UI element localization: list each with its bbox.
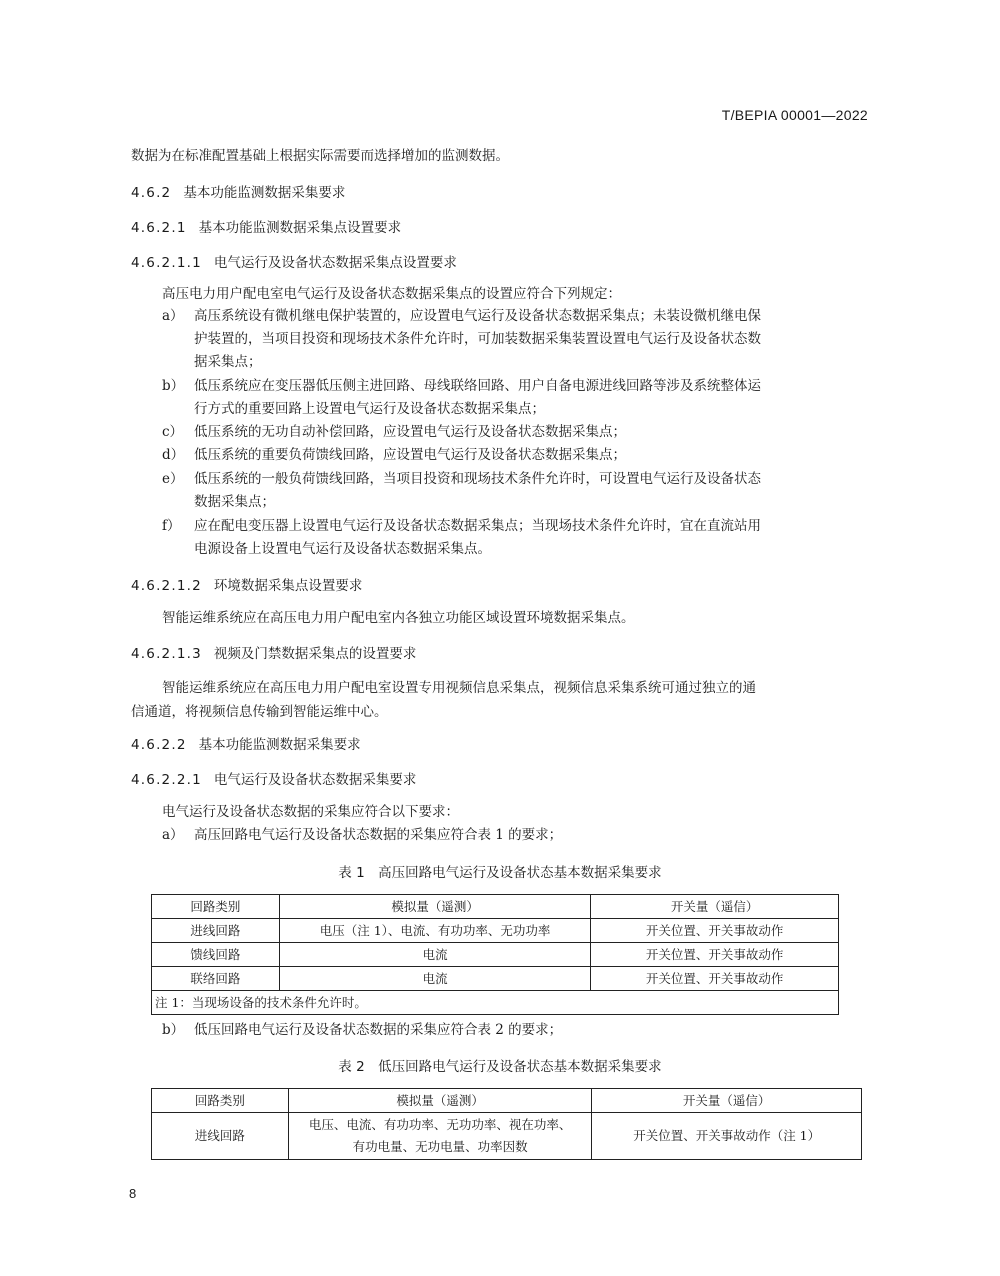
list-label: e） — [162, 471, 184, 487]
heading-4-6-2-1-2 — [131, 575, 362, 597]
list-label: c） — [162, 424, 184, 440]
heading-4-6-2-2-1 — [131, 769, 416, 791]
table-cell: 进线回路 — [152, 1113, 289, 1160]
section-number: 4.6.2.1 — [131, 220, 187, 236]
table-row — [152, 943, 839, 967]
section-number: 4.6.2 — [131, 185, 172, 201]
paragraph-4-6-2-2-1: 电气运行及设备状态数据的采集应符合以下要求： — [162, 804, 459, 820]
table-row — [152, 919, 839, 943]
paragraph-4-6-2-1-1: 高压电力用户配电室电气运行及设备状态数据采集点的设置应符合下列规定： — [162, 286, 621, 302]
table-header-cell: 模拟量（遥测） — [279, 895, 591, 919]
list-text-line: 应在配电变压器上设置电气运行及设备状态数据采集点；当现场技术条件允许时，宜在直流站用 — [194, 518, 761, 534]
list-label: f） — [162, 518, 181, 534]
table-cell: 开关位置、开关事故动作（注 1） — [592, 1113, 862, 1160]
table-cell-line: 电压、电流、有功功率、无功功率、视在功率、 — [308, 1117, 572, 1132]
table-note: 注 1：当现场设备的技术条件允许时。 — [152, 991, 839, 1015]
section-number: 4.6.2.1.1 — [131, 255, 202, 271]
list-text-line: 低压系统应在变压器低压侧主进回路、母线联络回路、用户自备电源进线回路等涉及系统整体运 — [194, 378, 761, 394]
table-cell: 开关位置、开关事故动作 — [591, 919, 839, 943]
list-label: a） — [162, 827, 184, 843]
section-title: 基本功能监测数据采集要求 — [198, 737, 361, 753]
list-text-line: 护装置的，当项目投资和现场技术条件允许时，可加装数据采集装置设置电气运行及设备状态数 — [194, 331, 761, 347]
list-text-line: 高压回路电气运行及设备状态数据的采集应符合表 1 的要求； — [194, 827, 563, 843]
table-cell-line: 有功电量、无功电量、功率因数 — [352, 1139, 528, 1154]
section-number: 4.6.2.1.3 — [131, 646, 202, 662]
heading-4-6-2-1-1 — [131, 252, 457, 274]
table-cell — [288, 1113, 592, 1160]
list-label: b） — [162, 1022, 185, 1038]
list-label: b） — [162, 378, 185, 394]
paragraph-4-6-2-1-3-line2: 信通道，将视频信息传输到智能运维中心。 — [131, 704, 388, 720]
table-header-row — [152, 1089, 862, 1113]
table-row — [152, 1113, 862, 1160]
intro-paragraph: 数据为在标准配置基础上根据实际需要而选择增加的监测数据。 — [131, 148, 509, 164]
table2-caption: 表 2 低压回路电气运行及设备状态基本数据采集要求 — [338, 1059, 662, 1075]
section-title: 电气运行及设备状态数据采集点设置要求 — [213, 255, 457, 271]
table-header-cell: 开关量（遥信） — [591, 895, 839, 919]
table-cell: 馈线回路 — [152, 943, 280, 967]
table-cell: 电流 — [279, 967, 591, 991]
table-header-cell: 回路类别 — [152, 1089, 289, 1113]
standard-code: T/BEPIA 00001—2022 — [721, 107, 868, 123]
table-cell: 开关位置、开关事故动作 — [591, 967, 839, 991]
list-label: d） — [162, 447, 185, 463]
list-text-line: 低压系统的无功自动补偿回路，应设置电气运行及设备状态数据采集点； — [194, 424, 626, 440]
heading-4-6-2-2 — [131, 734, 361, 756]
list-text-line: 电源设备上设置电气运行及设备状态数据采集点。 — [194, 541, 491, 557]
paragraph-4-6-2-1-2: 智能运维系统应在高压电力用户配电室内各独立功能区域设置环境数据采集点。 — [162, 610, 635, 626]
table-header-cell: 回路类别 — [152, 895, 280, 919]
table-cell: 电流 — [279, 943, 591, 967]
section-number: 4.6.2.2.1 — [131, 772, 202, 788]
section-title: 基本功能监测数据采集点设置要求 — [198, 220, 402, 236]
list-text-line: 低压回路电气运行及设备状态数据的采集应符合表 2 的要求； — [194, 1022, 563, 1038]
heading-4-6-2 — [131, 182, 345, 204]
table-header-cell: 模拟量（遥测） — [288, 1089, 592, 1113]
section-title: 环境数据采集点设置要求 — [213, 578, 363, 594]
table-header-row — [152, 895, 839, 919]
table-cell: 电压（注 1）、电流、有功功率、无功功率 — [279, 919, 591, 943]
list-text-line: 行方式的重要回路上设置电气运行及设备状态数据采集点； — [194, 401, 545, 417]
table-note-row — [152, 991, 839, 1015]
table2 — [151, 1088, 862, 1160]
section-title: 电气运行及设备状态数据采集要求 — [213, 772, 417, 788]
section-title: 基本功能监测数据采集要求 — [183, 185, 346, 201]
heading-4-6-2-1-3 — [131, 643, 416, 665]
table-cell: 进线回路 — [152, 919, 280, 943]
list-text-line: 高压系统设有微机继电保护装置的，应设置电气运行及设备状态数据采集点；未装设微机继电保 — [194, 308, 761, 324]
list-text-line: 据采集点； — [194, 354, 262, 370]
section-number: 4.6.2.1.2 — [131, 578, 202, 594]
list-label: a） — [162, 308, 184, 324]
list-text-line: 低压系统的一般负荷馈线回路，当项目投资和现场技术条件允许时，可设置电气运行及设备状态 — [194, 471, 761, 487]
section-title: 视频及门禁数据采集点的设置要求 — [213, 646, 417, 662]
table1 — [151, 894, 839, 1015]
paragraph-4-6-2-1-3-line1: 智能运维系统应在高压电力用户配电室设置专用视频信息采集点，视频信息采集系统可通过独立的通 — [162, 680, 756, 696]
list-text-line: 数据采集点； — [194, 494, 275, 510]
section-number: 4.6.2.2 — [131, 737, 187, 753]
page-number: 8 — [129, 1186, 137, 1201]
heading-4-6-2-1 — [131, 217, 401, 239]
table-header-cell: 开关量（遥信） — [592, 1089, 862, 1113]
table-cell: 联络回路 — [152, 967, 280, 991]
table1-caption: 表 1 高压回路电气运行及设备状态基本数据采集要求 — [338, 865, 662, 881]
table-row — [152, 967, 839, 991]
list-text-line: 低压系统的重要负荷馈线回路，应设置电气运行及设备状态数据采集点； — [194, 447, 626, 463]
table-cell: 开关位置、开关事故动作 — [591, 943, 839, 967]
